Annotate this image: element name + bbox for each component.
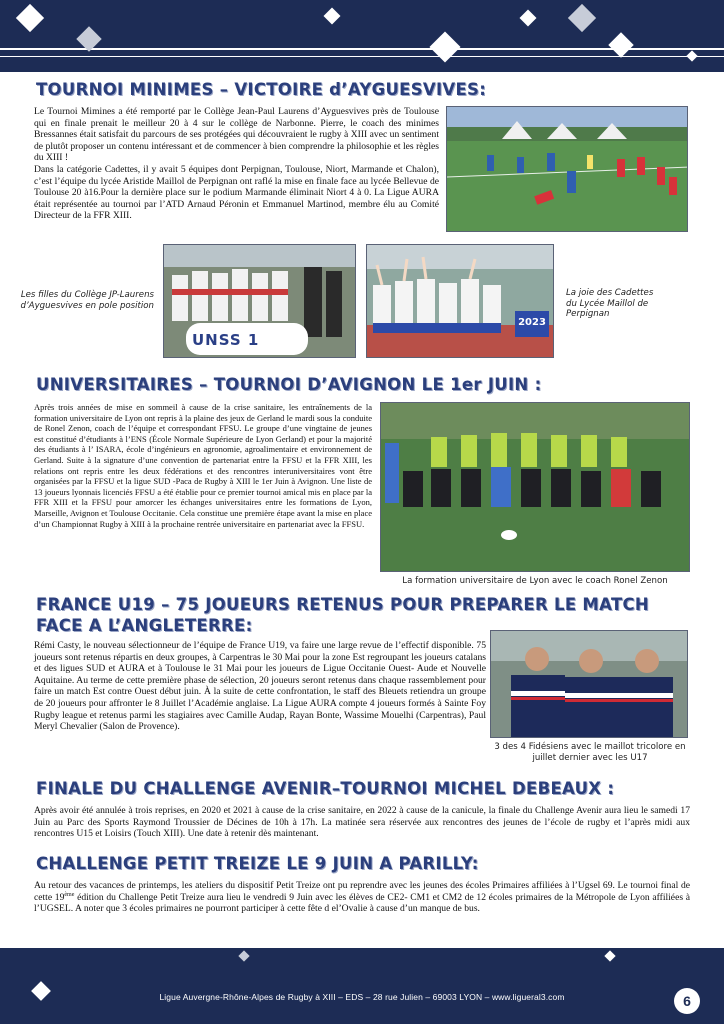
minimes-body xyxy=(34,106,439,222)
caption-u19: 3 des 4 Fidésiens avec le maillot tricolore en juillet dernier avec les U17 xyxy=(494,742,686,763)
caption-universitaires: La formation universitaire de Lyon avec le coach Ronel Zenon xyxy=(402,576,668,586)
diamond-ornament xyxy=(568,4,596,32)
footer-address: Ligue Auvergne-Rhône-Alpes de Rugby à XIII – EDS – 28 rue Julien – 69003 LYON – www.ligueral3.com xyxy=(159,992,565,1002)
section-title-finale: FINALE DU CHALLENGE AVENIR–TOURNOI MICHEL DEBEAUX : xyxy=(36,779,615,798)
footer-band xyxy=(0,948,724,1024)
header-band xyxy=(0,0,724,72)
maillol-cadettes-illustration xyxy=(367,245,554,358)
section-title-minimes: TOURNOI MINIMES – VICTOIRE d’AYGUESVIVES: xyxy=(36,80,487,99)
section-title-petit-treize: CHALLENGE PETIT TREIZE LE 9 JUIN A PARILLY: xyxy=(36,854,479,873)
match-action-illustration xyxy=(447,107,688,232)
footer-stripe-thin xyxy=(0,948,724,949)
section-title-u19-line2: FACE A L’ANGLETERRE: xyxy=(36,616,253,635)
caption-ayguesvives: Les filles du Collège JP-Laurens d’Ayguesvives en pole position xyxy=(20,290,154,311)
section-title-u19-line1: FRANCE U19 – 75 JOUEURS RETENUS POUR PREPARER LE MATCH xyxy=(36,595,650,614)
caption-maillol: La joie des Cadettes du Lycée Maillol de Perpignan xyxy=(566,288,654,320)
universitaires-body: Après trois années de mise en sommeil à cause de la crise sanitaire, les entraînements de la formation universitaire de Lyon ont repris à la plaine des jeux de Gerland le mardi sous la conduite de Ronel Zenon, coach de l’équipe et correspondant FFSU. Le groupe d’une vingtaine de jeunes est constitué d’étudiants à l’ENS (École Normale Supérieure de Lyon Gerland) et pour la majorité des étudiants à l’ ISARA, école d’ingénieurs en agronomie, agroalimentaire et environnement de Gerland. Suite à la signature d’une convention de partenariat entre la FFSU et la FFR XIII, les relations ont repris entre les deux fédérations et des rencontres interuniversitaires vont être organisées par la FFSU et la ligue SUD -Paca de Rugby à XIII le 1er Juin à Avignon. Une liste de 13 joueurs lyonnais licenciés FFSU a été établie pour ce premier tournoi amical mis en place par la FFR XIII et la FFSU pour amorcer les échanges universitaires entre les formations de Lyon, Marseille, Avignon et Toulouse Occitanie. Cela constitue une première étape avant la mise en place d’un Championnat Rugby à XIII à la prochaine rentrée universitaire en partenariat avec la FFSU. xyxy=(34,402,372,529)
photo-minimes-match xyxy=(446,106,688,232)
petit-treize-text-b: édition du Challenge Petit Treize aura lieu le vendredi 9 Juin avec les élèves de CE2- CM1 et CM2 de 12 écoles primaires de la Métropole de Lyon affiliées à l’UGSEL. A noter que 3 écoles primaires ne pourront participer à cette fête d el’Ovalie à cause d’un manque de bus. xyxy=(34,891,690,915)
photo-u19-players xyxy=(490,630,688,738)
u19-players-illustration xyxy=(491,631,688,738)
photo-maillol-cadettes xyxy=(366,244,554,358)
unss-banner: UNSS 1 xyxy=(192,331,260,349)
page-number: 6 xyxy=(674,988,700,1014)
minimes-paragraph-2: Dans la catégorie Cadettes, il y avait 5 équipes dont Perpignan, Toulouse, Niort, Marmande et Chalon), c’est l’équipe du lycée Aristide Maillol de Perpignan ont raflé la mise en finale face au lycée Bellevue de Toulouse 20 à16.Pour la dernière place sur le podium Marmande éliminait Niort 4 à 0. La Ligue AURA était représentée au tournoi par l’ATD Arnaud Péronin et Emmanuel Martinod, membre élu au Comité Directeur de la FFR XIII. xyxy=(34,163,439,222)
petit-treize-superscript: ème xyxy=(64,891,75,898)
diamond-ornament xyxy=(608,32,633,57)
diamond-ornament xyxy=(16,4,44,32)
header-stripe-thin xyxy=(0,56,724,57)
diamond-ornament xyxy=(429,31,460,62)
petit-treize-text-a: Au retour des vacances de printemps, les ateliers du dispositif Petit Treize ont pu reprendre avec les jeunes des écoles Primaires affiliées à l’Ugsel 69. Le tournoi final de cette 19 xyxy=(34,880,690,903)
petit-treize-body xyxy=(34,880,690,915)
minimes-paragraph-1: Le Tournoi Mimines a été remporté par le Collège Jean-Paul Laurens d’Ayguesvives près de Toulouse qui en finale prenait le meilleur 20 à 4 sur le collège de Narbonne. Pierre, le coach des minimes Bressannes était satisfait du parcours de ses protégées qui découvraient le rugby à XIII avec un sentiment de plutôt proposer un contenu intéressant et de commencer à bien comprendre la philosophie et les règles du XIII ! xyxy=(34,106,439,164)
universitaires-team-illustration xyxy=(381,403,690,572)
diamond-ornament xyxy=(686,50,697,61)
photo-universitaires-team xyxy=(380,402,690,572)
photo-ayguesvives-team xyxy=(163,244,356,358)
photo-sign-2023: 2023 xyxy=(518,317,546,328)
diamond-ornament xyxy=(604,950,615,961)
section-title-universitaires: UNIVERSITAIRES – TOURNOI D’AVIGNON LE 1er JUIN : xyxy=(36,375,542,394)
u19-body: Rémi Casty, le nouveau sélectionneur de l’équipe de France U19, va faire une large revue de l’effectif disponible. 75 joueurs sont retenus répartis en deux groupes, à Carpentras le 30 Mai pour la zone Est regroupant les joueurs catalans et des ligues SUD et AURA et à Toulouse le 31 Mai pour les joueurs de Ligue Occitanie Ouest- Aude et Nouvelle Aquitaine. Au terme de cette première phase de sélection, 20 joueurs seront retenus dans chaque rassemblement pour faire un match Est contre Ouest début juin. À la suite de cette confrontation, le staff des Bleuets retiendra un groupe de 20 joueurs pour affronter le 8 Juillet l’Académie anglaise. La Ligue AURA compte 4 joueurs formés à Sainte Foy Rugby league et retenus parmi les stagiaires avec Camille Audap, Rayan Bonte, Wassime Mouelhi (Carpentras), Paul Meryl Chevalier (Salon de Provence). xyxy=(34,640,486,733)
finale-body: Après avoir été annulée à trois reprises, en 2020 et 2021 à cause de la crise sanitaire, en 2022 à cause de la canicule, la finale du Challenge Avenir aura lieu le samedi 17 Juin au Parc des Sports Raymond Troussier de Décines de 10h à 17h. La matinée sera réservée aux rencontres des jeunes de l’école de rugby et l’après midi aux rencontres U15 et Loisirs (Touch XIII). Une date à retenir dès maintenant. xyxy=(34,805,690,840)
diamond-ornament xyxy=(238,950,249,961)
diamond-ornament xyxy=(520,10,537,27)
diamond-ornament xyxy=(324,8,341,25)
